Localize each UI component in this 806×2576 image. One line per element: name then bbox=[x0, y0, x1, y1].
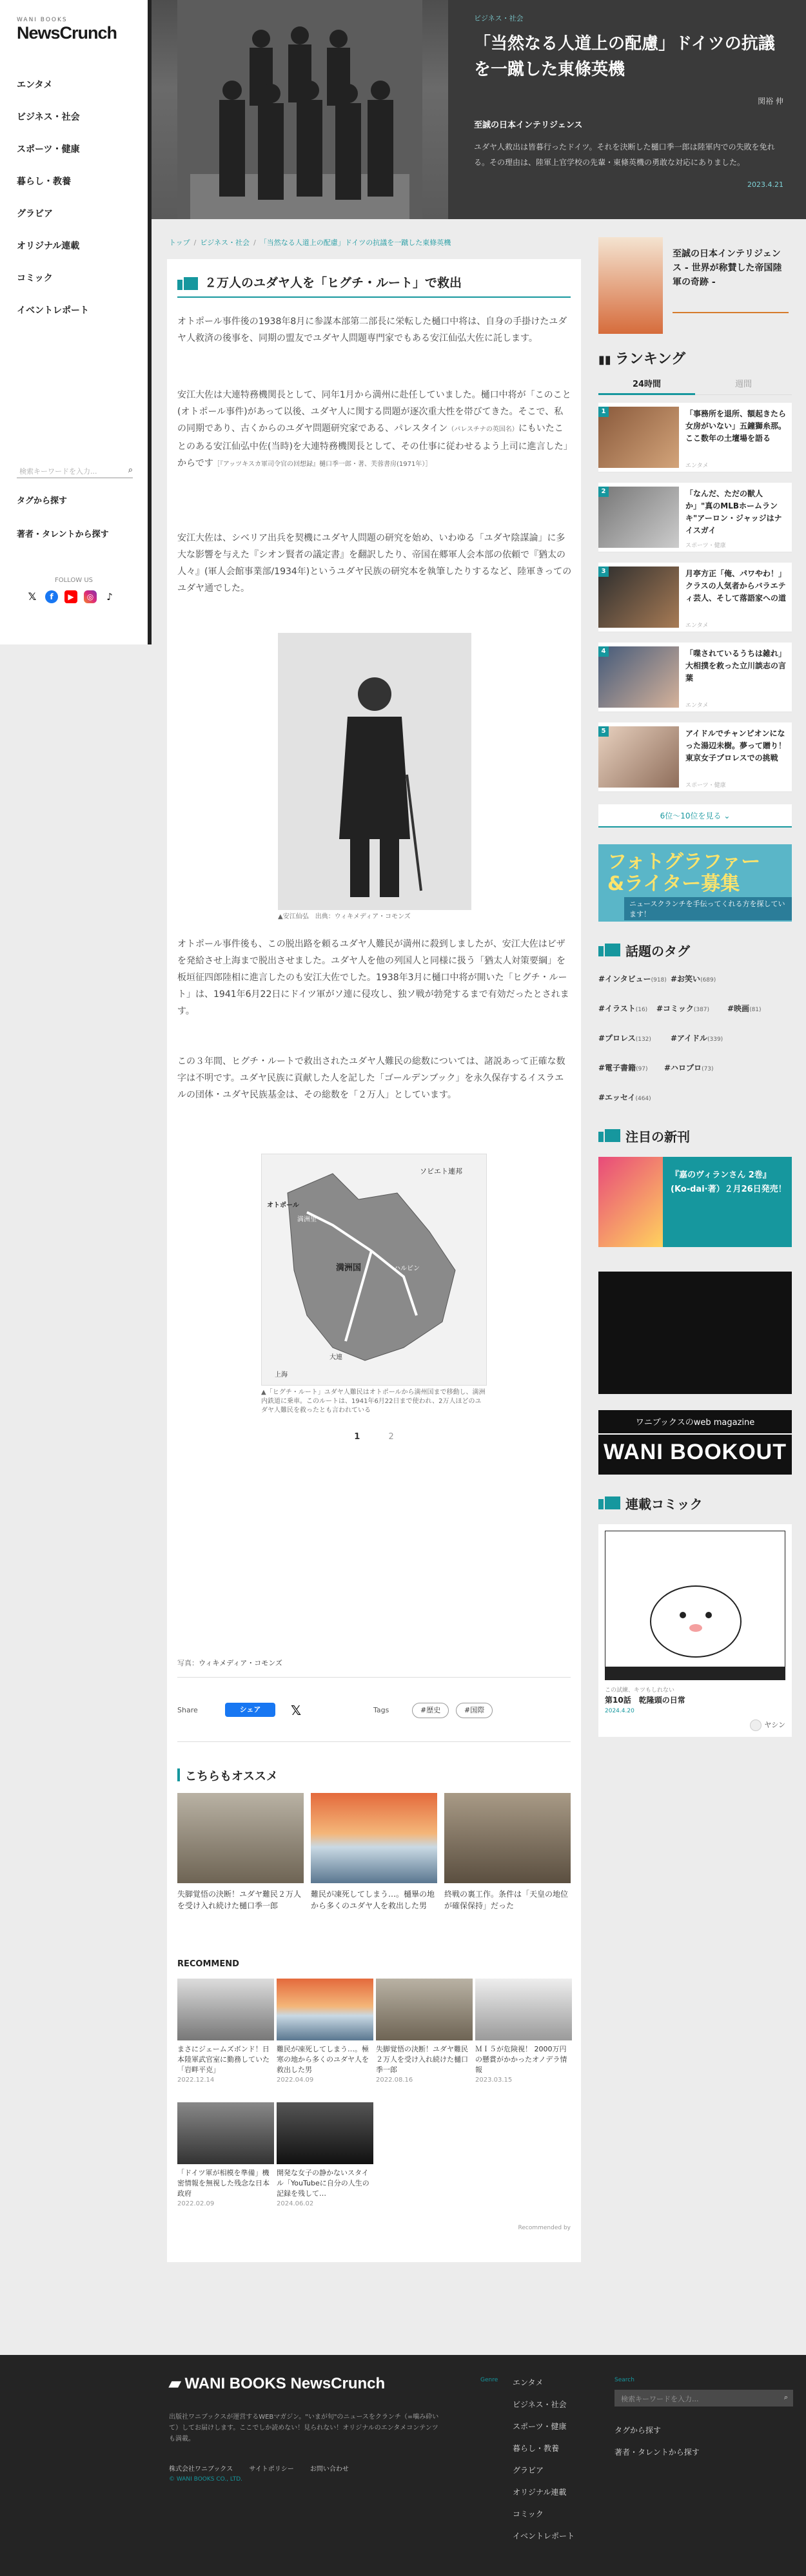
recruit-banner-sub: ニュースクランチを手伝ってくれる方を探しています！ bbox=[624, 897, 792, 920]
grid-date: 2022.02.09 bbox=[177, 2200, 215, 2207]
footer-copyright: © WANI BOOKS CO., LTD. bbox=[169, 2476, 242, 2483]
book-underline bbox=[673, 312, 789, 313]
ranking-title: 「喋されているうちは雑れ」大相撲を救った立川談志の言葉 bbox=[685, 649, 787, 683]
hero-author[interactable]: 関裕 伸 bbox=[758, 97, 783, 106]
x-share-icon[interactable]: 𝕏 bbox=[291, 1703, 302, 1718]
map-label-ussr: ソビエト連邦 bbox=[420, 1167, 462, 1176]
breadcrumb-category[interactable]: ビジネス・社会 bbox=[200, 238, 250, 247]
footer-nav bbox=[513, 2377, 575, 2552]
grid-thumb bbox=[277, 1979, 373, 2040]
footer-nav-item[interactable]: オリジナル連載 bbox=[513, 2488, 567, 2497]
map-label-shanghai: 上海 bbox=[275, 1371, 288, 1379]
page-1[interactable]: 1 bbox=[354, 1432, 360, 1442]
comic-heading: 連載コミック bbox=[598, 1494, 703, 1513]
ranking-category: エンタメ bbox=[685, 623, 709, 629]
article-body bbox=[167, 259, 581, 2262]
breadcrumb: トップ / ビジネス・社会 / 「当然なる人道上の配慮」ドイツの抗議を一蹴した東條英機 bbox=[169, 238, 451, 247]
heading-mark-icon bbox=[598, 1129, 620, 1142]
comic-episode: 第10話 乾隆頭の日常 bbox=[605, 1696, 685, 1705]
facebook-icon[interactable]: f bbox=[45, 590, 58, 603]
grid-title: ＭＩ５が危険視！ 2000万円の懸賞がかかったオノデラ情報 bbox=[475, 2045, 567, 2074]
ranking-item[interactable] bbox=[598, 722, 792, 792]
recommend-card-title: 難民が凍死してしまう…。樋畢の地から多くのユダヤ人を救出した男 bbox=[311, 1890, 435, 1910]
footer-nav-item[interactable]: コミック bbox=[513, 2510, 544, 2519]
hero-text bbox=[474, 13, 783, 189]
tag-link[interactable]: #アイドル(339) bbox=[671, 1034, 723, 1043]
ranking-category: エンタメ bbox=[685, 702, 709, 709]
comic-image bbox=[605, 1531, 785, 1680]
logo-sub: WANI BOOKS bbox=[17, 17, 68, 23]
hero bbox=[152, 0, 806, 219]
avatar bbox=[750, 1719, 762, 1731]
nav-item-life[interactable]: 暮らし・教養 bbox=[17, 177, 71, 187]
ranking-thumb bbox=[598, 487, 679, 548]
tag-link[interactable]: #イラスト(16) bbox=[598, 1004, 648, 1013]
ranking-heading: ▮▮ ランキング bbox=[598, 351, 686, 367]
tag-search-link[interactable]: タグから探す bbox=[17, 496, 68, 506]
yasue-photo bbox=[278, 633, 471, 910]
recommend-grid-item[interactable] bbox=[277, 1979, 373, 2084]
recruit-banner-line1: フォトグラファー bbox=[607, 851, 761, 873]
divider bbox=[177, 1741, 571, 1742]
nav-item-event[interactable]: イベントレポート bbox=[17, 305, 89, 316]
grid-date: 2022.04.09 bbox=[277, 2077, 314, 2084]
grid-title: 開発な女子の静かないスタイル「YouTubeに自分の人生の記録を残して… bbox=[277, 2169, 369, 2198]
tag-link[interactable]: #インタビュー(918) bbox=[598, 974, 667, 983]
talent-search-link[interactable]: 著者・タレントから探す bbox=[17, 530, 109, 539]
ranking-thumb bbox=[598, 726, 679, 788]
footer-nav-item[interactable]: 暮らし・教養 bbox=[513, 2444, 560, 2453]
ranking-title: 「事務所を退所、額起きたら女房がいない」五鐘獅糸那。ここ数年の土壇場を語る bbox=[685, 409, 787, 443]
recommend-heading: こちらもオススメ bbox=[177, 1767, 278, 1784]
tags-heading: 話題のタグ bbox=[598, 941, 690, 960]
recruit-banner-line2: &ライター募集 bbox=[607, 873, 740, 895]
newbook-heading: 注目の新刊 bbox=[598, 1127, 690, 1145]
youtube-icon[interactable]: ▶ bbox=[64, 590, 77, 603]
divider bbox=[177, 1677, 571, 1678]
paragraph-4: オトポール事件後も、この脱出路を頼るユダヤ人難民が満州に殺到しましたが、安江大佐はビザを発給させ上海まで脱出させました。ユダヤ人を他の列国人と同様に扱う「猶太人対策要綱」を板垣征四郎陸相に進言したのも安江大佐でした。1938年3月に樋口中将が開いた「ヒグチ・ルート」は、1941年6月22日にドイツ軍がソ連に侵攻し、独ソ戦が勃発するまで有効だったとされます。 bbox=[177, 939, 569, 1016]
hero-image bbox=[152, 0, 448, 219]
ad-slot[interactable] bbox=[598, 1272, 792, 1394]
tag-link[interactable]: #お笑い(689) bbox=[671, 974, 716, 983]
follow-label: FOLLOW US bbox=[54, 577, 93, 584]
ranking-item[interactable] bbox=[598, 563, 792, 632]
recommend-grid-item[interactable] bbox=[277, 2102, 373, 2207]
recommend-grid-item[interactable] bbox=[376, 1979, 473, 2084]
recommend-thumb bbox=[177, 1793, 304, 1883]
nav-item-gravure[interactable]: グラビア bbox=[17, 209, 53, 219]
photo1-caption: ▲安江仙弘 出典：ウィキメディア・コモンズ bbox=[278, 913, 411, 920]
grid-thumb bbox=[277, 2102, 373, 2164]
paragraph-5: この３年間、ヒグチ・ルートで救出されたユダヤ人難民の総数については、諸説あって正確な数字は不明です。ユダヤ民族に貢献した人を記した「ゴールデンブック」を永久保存するイスラエルの団体・ユダヤ民族基金は、その総数を「２万人」としています。 bbox=[177, 1056, 565, 1100]
ranking-item[interactable] bbox=[598, 403, 792, 472]
grid-thumb bbox=[376, 1979, 473, 2040]
ranking-category: スポーツ・健康 bbox=[685, 782, 726, 789]
hero-date: 2023.4.21 bbox=[747, 180, 783, 189]
page-2[interactable]: 2 bbox=[388, 1432, 394, 1442]
grid-date: 2023.03.15 bbox=[475, 2077, 513, 2084]
recommend-grid-item[interactable] bbox=[177, 1979, 274, 2084]
social-links bbox=[26, 590, 116, 603]
grid-title: まさにジェームズボンド！日本陸軍武官室に勤務していた「岩畔平克」 bbox=[177, 2045, 270, 2074]
ranking-category: スポーツ・健康 bbox=[685, 543, 726, 549]
recommend-card[interactable] bbox=[177, 1793, 304, 1912]
tag-link[interactable]: #ハロプロ(73) bbox=[664, 1063, 714, 1072]
hero-category[interactable]: ビジネス・社会 bbox=[474, 14, 524, 23]
recommended-by: Recommended by bbox=[518, 2225, 571, 2231]
recommend-grid-item[interactable] bbox=[475, 1979, 572, 2084]
recruit-banner[interactable] bbox=[598, 844, 792, 922]
comic-card[interactable] bbox=[598, 1524, 792, 1737]
map-label-dalian: 大連 bbox=[329, 1354, 342, 1361]
tag-link[interactable]: #プロレス(132) bbox=[598, 1034, 651, 1043]
footer-links bbox=[169, 2463, 363, 2473]
ranking-number: 3 bbox=[598, 567, 609, 577]
article-heading-text: ２万人のユダヤ人を「ヒグチ・ルート」で救出 bbox=[204, 276, 462, 290]
paragraph-3: 安江大佐は、シベリア出兵を契機にユダヤ人問題の研究を始め、いわゆる「ユダヤ陰謀論」に多大な影響を与えた『シオン賢者の議定書』を翻訳したり、帝国在郷軍人会本部の依頼で『猶太の人々』(軍人会館事業部/1934年)というユダヤ民族の研究本を執筆したりするなど、陸軍きってのユダヤ通でした。 bbox=[177, 533, 572, 594]
footer-nav-item[interactable]: スポーツ・健康 bbox=[513, 2422, 567, 2431]
footer-description: 出版社ワニブックスが運営するWEBマガジン。"いまが旬"のニュースをクランチ（=噛み砕いて）してお届けします。ここでしか読めない！見られない！オリジナルのエンタメコンテンツも満載。 bbox=[169, 2414, 439, 2443]
recommend-card-title: 失脚覚悟の決断！ユダヤ難民２万人を受け入れ続けた樋口季一郎 bbox=[177, 1890, 302, 1910]
main-nav bbox=[0, 69, 148, 327]
higuchi-route-map bbox=[261, 1154, 487, 1386]
ranking-icon: ▮▮ bbox=[598, 353, 611, 367]
tab-weekly[interactable]: 週間 bbox=[695, 377, 792, 395]
wani-bookout-logo: WANI BOOKOUT bbox=[598, 1433, 792, 1465]
hero-title: 「当然なる人道上の配慮」ドイツの抗議を一蹴した東條英機 bbox=[474, 34, 775, 79]
footer-nav-item[interactable]: ビジネス・社会 bbox=[513, 2400, 567, 2409]
footer-nav-item[interactable]: イベントレポート bbox=[513, 2532, 575, 2541]
newbook-cover bbox=[598, 1157, 663, 1247]
share-label: Share bbox=[177, 1706, 198, 1714]
ranking-number: 1 bbox=[598, 407, 609, 417]
wani-bookout-sub: ワニブックスのweb magazine bbox=[635, 1418, 755, 1428]
tag-international[interactable]: #国際 bbox=[456, 1703, 493, 1718]
recommend-thumb bbox=[444, 1793, 571, 1883]
book-cover bbox=[598, 237, 663, 334]
sidebar bbox=[0, 0, 152, 644]
footer-link-company[interactable]: 株式会社ワニブックス bbox=[169, 2466, 233, 2473]
nav-item-entertainment[interactable]: エンタメ bbox=[17, 80, 53, 90]
recommend-label: RECOMMEND bbox=[177, 1959, 239, 1969]
book-icon: ▰ bbox=[169, 2375, 181, 2392]
ranking-number: 5 bbox=[598, 726, 609, 737]
ranking-title: アイドルでチャンピオンになった湯辺未樹。夢って贈り！ 東京女子プロレスでの挑戦 bbox=[685, 729, 787, 762]
paragraph-2-note-1: （パレスチナの英国名） bbox=[447, 426, 518, 433]
ranking-thumb bbox=[598, 407, 679, 468]
heading-mark-icon bbox=[177, 277, 198, 290]
footer bbox=[0, 2355, 806, 2576]
nav-item-sports[interactable]: スポーツ・健康 bbox=[17, 144, 80, 155]
recommend-card[interactable] bbox=[311, 1793, 437, 1912]
tag-link[interactable]: #エッセイ(464) bbox=[598, 1093, 651, 1102]
x-icon[interactable]: 𝕏 bbox=[26, 590, 39, 603]
heading-mark-icon bbox=[598, 1496, 620, 1509]
nav-item-comic[interactable]: コミック bbox=[17, 273, 53, 284]
footer-search-input[interactable] bbox=[614, 2390, 793, 2407]
ranking-number: 2 bbox=[598, 487, 609, 497]
ranking-tabs bbox=[598, 377, 792, 396]
recommend-thumb bbox=[311, 1793, 437, 1883]
tags-label: Tags bbox=[373, 1706, 389, 1714]
map-label-manchukuo: 満洲国 bbox=[336, 1263, 362, 1273]
logo-text: NewsCrunch bbox=[17, 23, 117, 43]
chevron-down-icon: ⌄ bbox=[723, 811, 731, 820]
ranking-more-button[interactable]: 6位〜10位を見る ⌄ bbox=[598, 804, 792, 828]
instagram-icon[interactable]: ◎ bbox=[84, 590, 97, 603]
tab-24h[interactable]: 24時間 bbox=[598, 377, 695, 395]
photo-credit: 写真：ウィキメディア・コモンズ bbox=[177, 1659, 282, 1667]
heading-mark-icon bbox=[598, 944, 620, 956]
map-label-manzhouli: 満洲里 bbox=[297, 1216, 317, 1223]
breadcrumb-top[interactable]: トップ bbox=[169, 238, 190, 247]
tag-link[interactable]: #電子書籍(97) bbox=[598, 1063, 648, 1072]
facebook-share-button[interactable]: シェア bbox=[225, 1703, 275, 1717]
wani-bookout-banner[interactable] bbox=[598, 1410, 792, 1475]
tiktok-icon[interactable]: ♪ bbox=[103, 590, 116, 603]
breadcrumb-current: 「当然なる人道上の配慮」ドイツの抗議を一蹴した東條英機 bbox=[259, 238, 451, 247]
grid-date: 2022.12.14 bbox=[177, 2077, 215, 2084]
ranking-category: エンタメ bbox=[685, 463, 709, 469]
grid-date: 2024.06.02 bbox=[277, 2200, 314, 2207]
newbook-text: 『嘉のヴィランさん 2巻』(Ko-dai·著）２月26日発売！ bbox=[671, 1170, 787, 1194]
hero-description: ユダヤ人救出は皆暮行ったドイツ。それを決断した樋口季一郎は陸軍内での失敗を免れる。その理由は、陸軍上官学校の先輩・東條英機の勇敢な対応にありました。 bbox=[474, 142, 775, 167]
nav-item-original[interactable]: オリジナル連載 bbox=[17, 241, 80, 251]
grid-title: 難民が凍死してしまう…。極寒の地から多くのユダヤ人を救出した男 bbox=[277, 2045, 369, 2074]
grid-title: 失脚覚悟の決断！ユダヤ難民２万人を受け入れ続けた樋口季一郎 bbox=[376, 2045, 468, 2074]
grid-thumb bbox=[177, 1979, 274, 2040]
grid-thumb bbox=[177, 2102, 274, 2164]
newbook-banner[interactable] bbox=[598, 1157, 792, 1247]
sidebar-search-input[interactable] bbox=[17, 464, 133, 478]
tag-link[interactable]: #映画(81) bbox=[727, 1004, 762, 1013]
recommend-card[interactable] bbox=[444, 1793, 571, 1912]
book-title: 至誠の日本インテリジェンス - 世界が称賛した帝国陸軍の奇跡 - bbox=[673, 249, 782, 287]
ranking-title: 月亭方正「俺、パワやわ！」クラスの人気者からバラエティ芸人、そして落語家への道 bbox=[685, 569, 787, 603]
footer-link-contact[interactable]: お問い合わせ bbox=[310, 2466, 349, 2473]
footer-link-policy[interactable]: サイトポリシー bbox=[249, 2466, 294, 2473]
search-placeholder: 検索キーワードを入力... bbox=[19, 467, 97, 476]
site-logo[interactable] bbox=[0, 0, 148, 43]
grid-date: 2022.08.16 bbox=[376, 2077, 413, 2084]
nav-item-business[interactable]: ビジネス・社会 bbox=[17, 112, 80, 122]
ranking-number: 4 bbox=[598, 646, 609, 657]
map-label-otpor: オトポール bbox=[267, 1202, 299, 1209]
paragraph-2-note-2: ［『アッツキスカ軍司令官の回想録』樋口季一郎・著、芙蓉書房(1971年）］ bbox=[213, 461, 432, 468]
grid-title: 「ドイツ軍が相模を準備」機密情報を無視した残念な日本政府 bbox=[177, 2169, 270, 2198]
footer-talent-search[interactable]: 著者・タレントから探す bbox=[614, 2448, 700, 2457]
tag-link[interactable]: #コミック(387) bbox=[656, 1004, 710, 1013]
comic-author[interactable]: ヤシン bbox=[750, 1719, 785, 1731]
ranking-thumb bbox=[598, 646, 679, 708]
footer-genre-label: Genre bbox=[480, 2377, 498, 2383]
recommend-grid-item[interactable] bbox=[177, 2102, 274, 2207]
ranking-thumb bbox=[598, 567, 679, 628]
tag-history[interactable]: #歴史 bbox=[412, 1703, 449, 1718]
ranking-item[interactable] bbox=[598, 483, 792, 552]
article-heading bbox=[177, 272, 571, 298]
ranking-title: 「なんだ、ただの獣人か」"真のMLBホームランキ"アーロン・ジャッジはナイスガイ bbox=[685, 489, 782, 535]
book-promo[interactable] bbox=[598, 237, 792, 334]
footer-search-label: Search bbox=[614, 2377, 634, 2383]
footer-logo[interactable]: ▰ WANI BOOKS NewsCrunch bbox=[169, 2375, 386, 2392]
comic-tagline: この試練、キツもしれない bbox=[605, 1687, 675, 1694]
pagination bbox=[167, 1432, 581, 1442]
footer-nav-item[interactable]: エンタメ bbox=[513, 2378, 544, 2387]
footer-tag-search[interactable]: タグから探す bbox=[614, 2426, 662, 2435]
comic-date: 2024.4.20 bbox=[605, 1708, 634, 1714]
search-icon[interactable]: ⌕ bbox=[783, 2393, 788, 2401]
ranking-item[interactable] bbox=[598, 643, 792, 712]
paragraph-2: 安江大佐は大連特務機関長として、同年1月から満州に赴任していました。樋口中将が「このこと(オトポール事件)があって以後、ユダヤ人に関する問題が逐次重大性を帯びてきた。そこで、私の同期であり、古くからのユダヤ問題研究家である、パレスタイン（パレスチナの英国名）にもいたことのある安江仙弘中佐(当時)を大連特務機関長として、その仕事に従わせるよう上司に進言した」からです［『アッツキスカ軍司令官の回想録』樋口季一郎・著、芙蓉書房(1971年）］ bbox=[177, 390, 571, 469]
grid-thumb bbox=[475, 1979, 572, 2040]
footer-search-placeholder: 検索キーワードを入力... bbox=[621, 2395, 699, 2403]
search-icon[interactable]: ⌕ bbox=[128, 465, 133, 475]
recommend-card-title: 終戦の裏工作。条件は「天皇の地位が確保保持」だった bbox=[444, 1890, 569, 1910]
map-label-harbin: ハルビン bbox=[394, 1265, 420, 1272]
paragraph-1: オトポール事件後の1938年8月に参謀本部第二部長に栄転した樋口中将は、自身の手掛けたユダヤ人救済の後事を、同期の盟友でユダヤ人問題専門家でもある安江仙弘大佐に託します。 bbox=[177, 316, 567, 344]
hero-subheading: 至誠の日本インテリジェンス bbox=[474, 121, 583, 130]
map-caption: ▲「ヒグチ・ルート」ユダヤ人難民はオトポールから満州国まで移動し、満洲内鉄道に乗車。このルートは、1941年6月22日まで使われ、2万人ほどのユダヤ人難民を救ったとも言われている bbox=[261, 1389, 486, 1414]
footer-nav-item[interactable]: グラビア bbox=[513, 2466, 544, 2475]
